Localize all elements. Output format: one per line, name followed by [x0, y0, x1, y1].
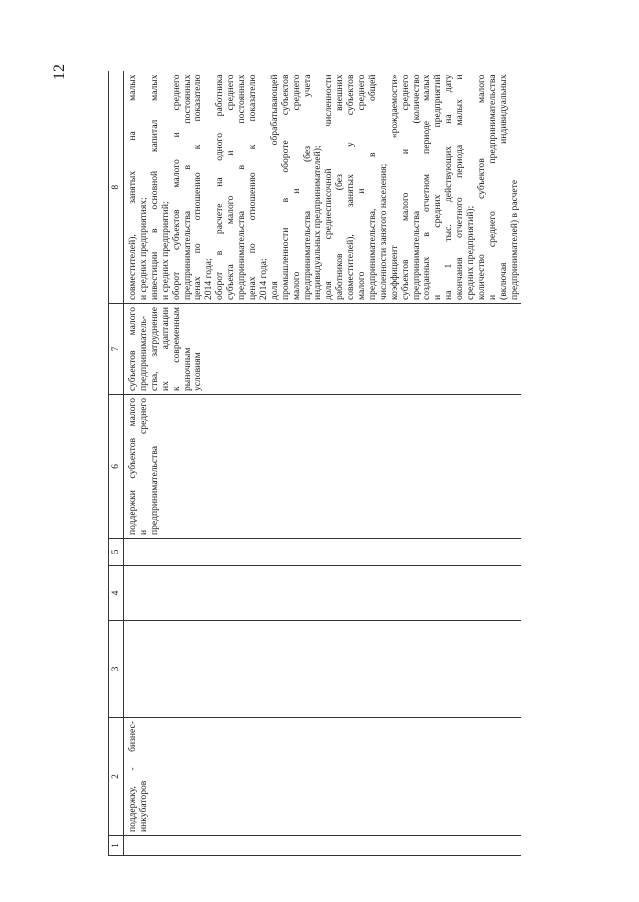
cell-text-line: средних предприятий);	[465, 205, 477, 300]
cell-text-line: инкубаторов	[137, 780, 149, 832]
cell-text-line: предпринимательства (без учета	[301, 74, 313, 300]
cell-text-line: работников (без внешних	[334, 74, 346, 300]
cell-text-line: созданных в отчетном периоде малых	[421, 74, 433, 300]
cell-text-line: на 1 тыс. действующих на дату	[443, 74, 455, 300]
header-col-2: 2	[109, 718, 124, 836]
cell-text-line: ства, затруднение	[148, 307, 160, 391]
cell-text-line: и среднего	[137, 398, 149, 535]
header-col-4: 4	[109, 566, 124, 621]
cell-col-4	[124, 566, 521, 621]
program-table	[108, 72, 521, 857]
cell-text-line: поддержки субъектов малого	[127, 398, 138, 535]
cell-text-line: доля среднесписочной численности	[323, 74, 335, 300]
cell-col-1	[124, 836, 521, 856]
cell-text-line: малого и среднего	[290, 74, 302, 300]
cell-text-line: оборот в расчете на одного работника	[214, 74, 226, 300]
cell-col-2	[124, 718, 521, 836]
cell-text-line: индивидуальных предпринимателей);	[312, 145, 324, 300]
cell-text-line: окончания отчетного периода малых и	[454, 74, 466, 300]
cell-text-line: предпринимательства	[148, 445, 160, 535]
header-col-3: 3	[109, 621, 124, 718]
cell-text-line: совместителей), занятых на малых	[127, 74, 138, 300]
rotated-table-page	[108, 72, 578, 856]
cell-text-line: субъекта малого и среднего	[225, 74, 237, 300]
cell-text-line: и средних предприятиях;	[137, 197, 149, 300]
cell-col-5	[124, 539, 521, 566]
cell-text-line: поддержку, - бизнес-	[127, 721, 138, 832]
cell-text-line: предприниматель-	[137, 315, 149, 391]
page-number: 12	[51, 64, 68, 80]
cell-text-line: субъектов малого	[127, 307, 138, 391]
cell-text-line: 2014 года;	[203, 258, 215, 300]
cell-text-line: коэффициент «рождаемости»	[388, 74, 400, 300]
cell-col-3	[124, 621, 521, 718]
cell-col-6	[124, 395, 521, 539]
cell-text-line: и средних предприятий;	[159, 201, 171, 300]
cell-text-line: субъектов малого и среднего	[399, 74, 411, 300]
cell-text-line: малого и среднего	[356, 74, 368, 300]
cell-text-line: промышленности в обороте субъектов	[279, 74, 291, 300]
cell-col-8	[124, 72, 521, 304]
cell-text-line: (включая индивидуальных	[497, 74, 509, 300]
cell-col-7	[124, 304, 521, 395]
cell-text-line: предпринимателей) в расчете	[508, 179, 520, 300]
cell-text-line: ценах по отношению к показателю	[192, 74, 204, 300]
header-col-5: 5	[109, 539, 124, 566]
cell-text-line: совместителей), занятых у субъектов	[345, 74, 357, 300]
cell-text-line: и средних предприятий	[432, 74, 444, 300]
cell-text-line: численности занятого населения;	[377, 163, 389, 300]
cell-text-line: количество субъектов малого	[476, 74, 487, 300]
table-header-row	[109, 72, 124, 856]
cell-text-line: инвестиции в основной капитал малых	[148, 74, 160, 300]
header-col-6: 6	[109, 395, 124, 539]
cell-text-line: их адаптации	[159, 307, 171, 391]
cell-text-line: к современным	[170, 307, 182, 391]
cell-text-line: оборот субъектов малого и среднего	[170, 74, 182, 300]
table-row	[124, 72, 521, 856]
cell-text-line: и среднего предпринимательства	[486, 74, 498, 300]
header-col-7: 7	[109, 304, 124, 395]
cell-text-line: доля обрабатывающей	[268, 74, 280, 300]
cell-text-line: ценах по отношению к показателю	[246, 74, 258, 300]
header-col-1: 1	[109, 836, 124, 856]
cell-text-line: предпринимательства, в общей	[366, 74, 378, 300]
cell-text-line: рыночным условиям	[181, 347, 204, 391]
cell-text-line: предпринимательства в постоянных	[181, 74, 193, 300]
cell-text-line: 2014 года;	[257, 258, 269, 300]
header-col-8: 8	[109, 72, 124, 304]
cell-text-line: предпринимательства в постоянных	[236, 74, 248, 300]
cell-text-line: предпринимательства (количество	[410, 74, 422, 300]
